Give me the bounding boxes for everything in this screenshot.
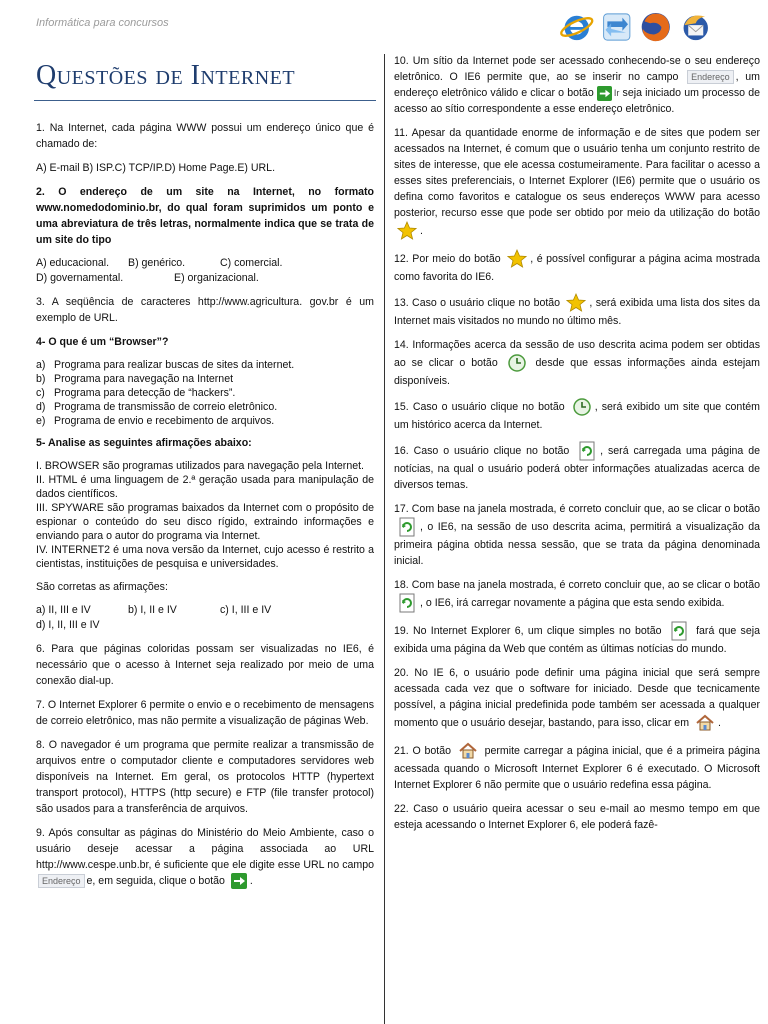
option: a) II, III e IV (36, 604, 91, 616)
left-column (36, 120, 374, 897)
question-20: 20. No IE 6, o usuário pode definir uma página inicial que será sempre acessada cada vez que o software for iniciado. Desde que tecnicamente possível, a página inicial predefinida pode também ser acessada a qualquer momento que o usuário desejar, bastando, para isso, clicar em . (394, 665, 760, 733)
option: B) genérico. (128, 257, 186, 269)
thunderbird-icon (677, 8, 715, 46)
question-22: 22. Caso o usuário queira acessar o seu e-mail ao mesmo tempo em que esteja acessando o Internet Explorer 6, ele poderá fazê- (394, 803, 760, 832)
option: c) I, III e IV (220, 604, 272, 616)
statement: IV. INTERNET2 é uma nova versão da Internet, cujo acesso é restrito a cientistas, instituições de pesquisa e universidades. (36, 544, 374, 570)
question-4: 4- O que é um “Browser”? (36, 336, 169, 348)
history-icon (507, 353, 527, 373)
statement: I. BROWSER são programas utilizados para navegação pela Internet. (36, 460, 364, 472)
list-item (36, 400, 374, 414)
question-13: 13. Caso o usuário clique no botão , será exibida uma lista dos sites da Internet mais visitados no mundo no último mês. (394, 293, 760, 329)
question-7: 7. O Internet Explorer 6 permite o envio e o recebimento de mensagens de correio eletrônico, mas não permite a visualização de páginas Web. (36, 699, 374, 727)
option: E) organizacional. (174, 272, 259, 284)
list-item (36, 358, 374, 372)
question-10: 10. Um sítio da Internet pode ser acessado conhecendo-se o seu endereço eletrônico. O IE6 permite que, ao se inserir no campo Endereço , um endereço eletrônico válido e clicar o botão Ir seja iniciado um processo de acesso ao sítio correspondente a esse endereço eletrônico. (394, 55, 760, 116)
question-4-options (36, 358, 374, 428)
internet-explorer-icon (558, 8, 596, 46)
list-item-label: c) (36, 387, 45, 399)
list-item-label: b) (36, 373, 46, 385)
star-icon (566, 293, 586, 313)
list-item-text: Programa de transmissão de correio eletrônico. (54, 401, 278, 413)
right-column (394, 53, 760, 841)
question-5-options (36, 603, 374, 633)
refresh-icon (577, 441, 597, 461)
go-arrow-icon (231, 873, 247, 889)
list-item-label: d) (36, 401, 46, 413)
page-title: Questões de Internet (36, 60, 296, 91)
list-item-label: a) (36, 359, 46, 371)
question-11: 11. Apesar da quantidade enorme de informação e de sites que podem ser acessados na Internet, é comum que o usuário tenha um conjunto restrito de sites de interesse, que ele acessa costumeiramente. Para facilitar o acesso a esses sites preferenciais, o Internet Explorer (IE6) permite que o usuário os defina como favoritos e catalogue os seus endereços WWW para acesso posterior, recurso esse que pode ser obtido por meio da utilização do botão . (394, 125, 760, 241)
question-12: 12. Por meio do botão , é possível configurar a página acima mostrada como favorita do IE6. (394, 249, 760, 285)
list-item (36, 386, 374, 400)
option: D) governamental. (36, 272, 124, 284)
question-3: 3. A seqüência de caracteres http://www.agricultura. gov.br é um exemplo de URL. (36, 296, 374, 324)
question-15: 15. Caso o usuário clique no botão , será exibido um site que contém um histórico acerca da Internet. (394, 397, 760, 433)
question-6: 6. Para que páginas coloridas possam ser visualizadas no IE6, é necessário que o acesso à Internet seja realizado por meio de uma conexão dial-up. (36, 643, 374, 687)
star-icon (507, 249, 527, 269)
question-21: 21. O botão permite carregar a página inicial, que é a primeira página acessada quando o Microsoft Internet Explorer 6 é executado. O Microsoft Internet Explorer 6 não permite que o usuário redefina essa página. (394, 741, 760, 793)
question-1: 1. Na Internet, cada página WWW possui um endereço único que é chamado de: (36, 122, 374, 150)
header-note: Informática para concursos (36, 17, 169, 29)
question-19: 19. No Internet Explorer 6, um clique simples no botão fará que seja exibida uma página da Web que contém as últimas notícias do mundo. (394, 621, 760, 657)
question-17: 17. Com base na janela mostrada, é correto concluir que, ao se clicar o botão , o IE6, na sessão de uso descrita acima, permitirá a visualização da primeira página obtida nessa sessão, que se trata da página denominada inicial. (394, 503, 760, 568)
column-divider (384, 54, 385, 1024)
question-5-statements (36, 459, 374, 571)
question-9: 9. Após consultar as páginas do Ministério do Meio Ambiente, caso o usuário deseje acessar a página associada ao URL http://www.cespe.unb.br, é suficiente que ele digite esse URL no campo Endereço e, em seguida, clique o botão . (36, 825, 374, 889)
option: C) comercial. (220, 257, 283, 269)
list-item (36, 414, 374, 428)
title-underline (34, 100, 376, 101)
question-1-options: A) E-mail B) ISP.C) TCP/IP.D) Home Page.E) URL. (36, 162, 276, 174)
browser-logos (558, 8, 714, 50)
messenger-icon (598, 8, 636, 46)
question-16: 16. Caso o usuário clique no botão , será carregada uma página de notícias, na qual o usuário poderá obter informações atualizadas acerca de diversos temas. (394, 441, 760, 493)
statement: III. SPYWARE são programas baixados da Internet com o propósito de espionar o conteúdo do seu disco rígido, extraindo informações e enviando para o autor do programa via Internet. (36, 502, 374, 542)
question-8: 8. O navegador é um programa que permite realizar a transmissão de arquivos entre o computador cliente e computadores servidores web disponíveis na Internet. Em geral, os protocolos HTTP (hypertext transport protocol), HTTPS (http secure) e FTP (file transfer protocol) são usados para a transferência de arquivos. (36, 739, 374, 815)
option: A) educacional. (36, 257, 110, 269)
address-field-image: Endereço (38, 874, 85, 888)
refresh-icon (669, 621, 689, 641)
firefox-icon (637, 8, 675, 46)
list-item-text: Programa para navegação na Internet (54, 373, 234, 385)
question-14: 14. Informações acerca da sessão de uso descrita acima podem ser obtidas ao se clicar o botão desde que essas informações ainda estejam disponíveis. (394, 339, 760, 388)
list-item-text: Programa para realizar buscas de sites da internet. (54, 359, 295, 371)
question-5-prompt: São corretas as afirmações: (36, 581, 168, 593)
question-5: 5- Analise as seguintes afirmações abaixo: (36, 437, 252, 449)
list-item (36, 372, 374, 386)
statement: II. HTML é uma linguagem de 2.ª geração usada para manipulação de dados científicos. (36, 474, 374, 500)
star-icon (397, 221, 417, 241)
option: d) I, II, III e IV (36, 619, 100, 631)
refresh-icon (397, 517, 417, 537)
home-icon (695, 713, 715, 733)
question-2: 2. O endereço de um site na Internet, no formato www.nomedodominio.br, do qual foram suprimidos um ponto e uma abreviatura de três letras, normalmente indica que se trata de um site do tipo (36, 186, 374, 246)
home-icon (458, 741, 478, 761)
list-item-text: Programa para detecção de “hackers”. (54, 387, 236, 399)
go-arrow-icon (597, 86, 612, 101)
question-2-options (36, 256, 374, 286)
refresh-icon (397, 593, 417, 613)
list-item-label: e) (36, 415, 46, 427)
history-icon (572, 397, 592, 417)
address-field-image: Endereço (687, 70, 734, 84)
list-item-text: Programa de envio e recebimento de arquivos. (54, 415, 275, 427)
option: b) I, II e IV (128, 604, 177, 616)
question-18: 18. Com base na janela mostrada, é correto concluir que, ao se clicar o botão , o IE6, irá carregar novamente a página que esta sendo exibida. (394, 577, 760, 613)
go-button-image: Ir (597, 85, 620, 101)
